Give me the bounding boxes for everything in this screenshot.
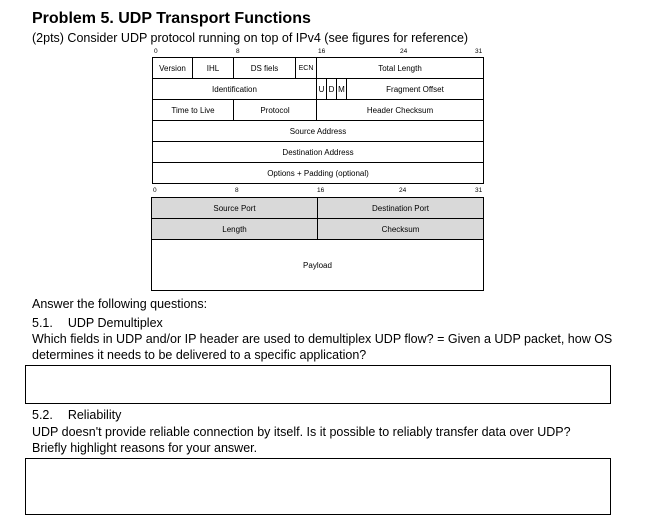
ipv4-bit-8: 8: [236, 48, 240, 55]
udp-destination-port-field: Destination Port: [317, 197, 484, 219]
ipv4-ds-field: DS fiels: [233, 57, 296, 79]
ipv4-ttl-field: Time to Live: [152, 99, 234, 121]
q2-title: Reliability: [67, 408, 122, 422]
q1-title: UDP Demultiplex: [67, 316, 163, 330]
ipv4-flag-m: M: [336, 78, 347, 100]
ipv4-version-field: Version: [152, 57, 193, 79]
q1-heading: [32, 315, 163, 331]
q1-text-line2: determines it needs to be delivered to a specific application?: [32, 348, 367, 362]
q1-text-line1: Which fields in UDP and/or IP header are used to demultiplex UDP flow? = Given a UDP packet, how OS: [32, 332, 613, 346]
ipv4-header-diagram: [152, 48, 484, 184]
q2-number: 5.2.: [32, 408, 53, 422]
udp-bit-24: 24: [399, 187, 407, 194]
ipv4-ihl-field: IHL: [192, 57, 234, 79]
ipv4-options-field: Options + Padding (optional): [152, 162, 484, 184]
udp-bit-16: 16: [317, 187, 325, 194]
q2-answer-box[interactable]: [25, 458, 611, 515]
q2-text-line1: UDP doesn't provide reliable connection by itself. Is it possible to reliably transfer data over UDP?: [32, 425, 571, 439]
ipv4-total-length-field: Total Length: [316, 57, 484, 79]
udp-header-diagram: [151, 187, 484, 291]
ipv4-fragment-offset-field: Fragment Offset: [346, 78, 484, 100]
udp-payload-field: Payload: [151, 239, 484, 291]
ipv4-identification-field: Identification: [152, 78, 317, 100]
ipv4-bit-0: 0: [154, 48, 158, 55]
ipv4-destination-address-field: Destination Address: [152, 141, 484, 163]
q2-heading: [32, 407, 121, 423]
ipv4-bit-16: 16: [318, 48, 326, 55]
ipv4-ecn-field: ECN: [295, 57, 317, 79]
q1-number: 5.1.: [32, 316, 53, 330]
ipv4-protocol-field: Protocol: [233, 99, 317, 121]
ipv4-header-checksum-field: Header Checksum: [316, 99, 484, 121]
q2-text-line2: Briefly highlight reasons for your answer.: [32, 441, 258, 455]
questions-intro: Answer the following questions:: [32, 297, 208, 311]
ipv4-flag-d: D: [326, 78, 337, 100]
udp-checksum-field: Checksum: [317, 218, 484, 240]
udp-source-port-field: Source Port: [151, 197, 318, 219]
problem-title: Problem 5. UDP Transport Functions: [32, 10, 311, 27]
ipv4-flag-u: U: [316, 78, 327, 100]
q1-answer-box[interactable]: [25, 365, 611, 404]
udp-length-field: Length: [151, 218, 318, 240]
udp-bit-8: 8: [235, 187, 239, 194]
problem-subtitle: (2pts) Consider UDP protocol running on top of IPv4 (see figures for reference): [32, 31, 469, 45]
udp-bit-0: 0: [153, 187, 157, 194]
udp-bit-31: 31: [475, 187, 483, 194]
ipv4-bit-24: 24: [400, 48, 408, 55]
ipv4-source-address-field: Source Address: [152, 120, 484, 142]
ipv4-bit-31: 31: [475, 48, 483, 55]
